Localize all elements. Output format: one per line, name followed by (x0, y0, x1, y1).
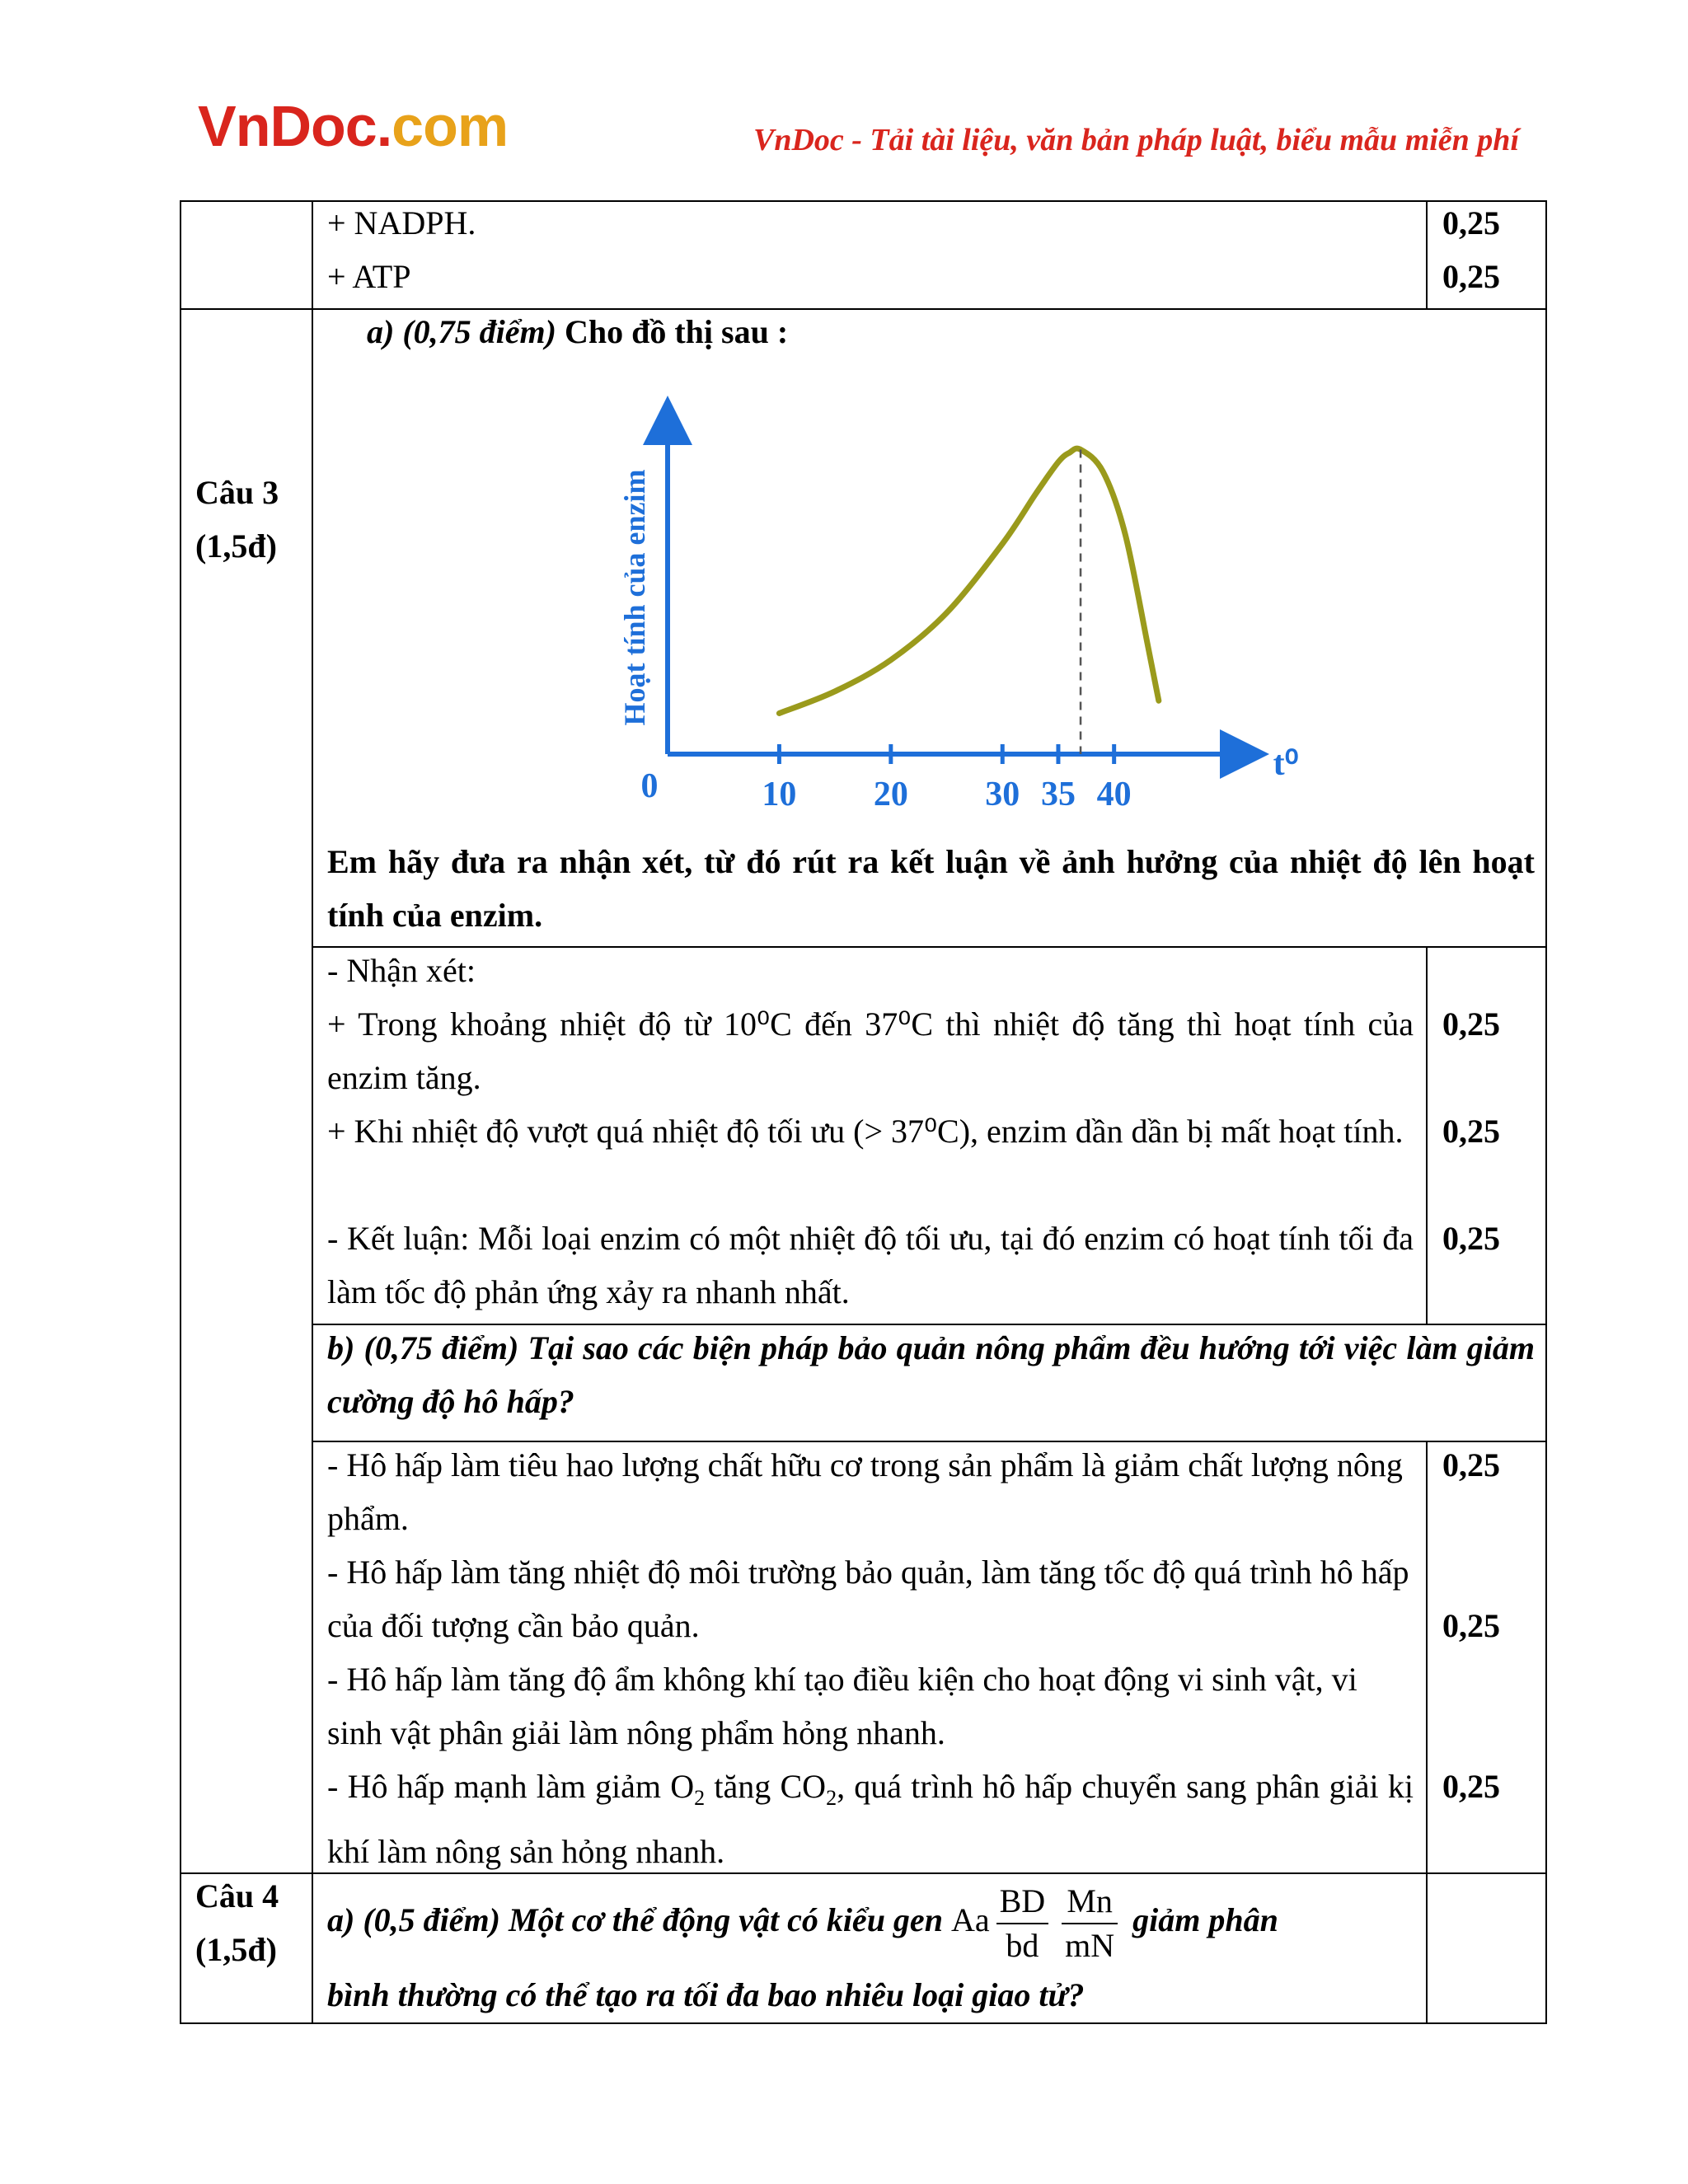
logo-dot: . (376, 94, 392, 158)
frac2-denominator: mN (1065, 1926, 1115, 1964)
cau3-b-score-2: 0,25 (1442, 1607, 1500, 1644)
frac1-denominator: bd (1006, 1926, 1039, 1964)
cau3-score-1: 0,25 (1442, 1005, 1500, 1043)
logo-main: VnDoc (198, 94, 377, 158)
cau4-part-a-line1 (327, 1877, 1278, 1967)
cau3-label: Câu 3 (195, 474, 279, 511)
genotype-fraction-bd (996, 1880, 1049, 1967)
x-tick-label: 40 (1096, 776, 1132, 813)
cau3-part-b-question: b) (0,75 điểm) Tại sao các biện pháp bảo quản nông phẩm đều hướng tới việc làm giảm cường độ hô hấp? (327, 1329, 1535, 1420)
cau3-b-answer-2: - Hô hấp làm tăng nhiệt độ môi trường bảo quản, làm tăng tốc độ quá trình hô hấp của đối tượng cần bảo quản. (327, 1554, 1409, 1644)
cau4-part-a-post: giảm phân (1124, 1901, 1278, 1938)
table-border-left (180, 200, 181, 2024)
line-nadph: + NADPH. (327, 204, 476, 241)
cau3-score-3: 0,25 (1442, 1220, 1500, 1257)
col-divider-2b (1426, 946, 1428, 1324)
y-axis-label: Hoạt tính của enzim (618, 469, 651, 726)
cau3-b-answer-3: - Hô hấp làm tăng độ ẩm không khí tạo điều kiện cho hoạt động vi sinh vật, vi sinh vật phân giải làm nông phẩm hỏng nhanh. (327, 1661, 1357, 1751)
col-divider-2a (1426, 200, 1428, 310)
enzyme-activity-chart (593, 396, 1302, 824)
x-axis-label: t⁰ (1273, 745, 1299, 783)
x-tick-label: 20 (873, 776, 908, 813)
logo-com: com (392, 94, 509, 158)
cau3-points: (1,5đ) (195, 527, 277, 565)
table-border-right (1545, 200, 1547, 2024)
cau3-answer-heading: - Nhận xét: (327, 952, 476, 989)
frac2-numerator: Mn (1062, 1880, 1118, 1924)
cau3-answer-2: + Khi nhiệt độ vượt quá nhiệt độ tối ưu (> 37⁰C), enzim dần dần bị mất hoạt tính. (327, 1113, 1404, 1150)
b-answer-4-sub2: 2 (826, 1786, 837, 1810)
cau3-answer-1: + Trong khoảng nhiệt độ từ 10⁰C đến 37⁰C thì nhiệt độ tăng thì hoạt tính của enzim tăng. (327, 1005, 1414, 1096)
genotype-fraction-mn (1062, 1880, 1118, 1967)
vndoc-logo[interactable] (198, 94, 509, 158)
row-line-bottom (180, 2022, 1547, 2024)
frac1-numerator: BD (996, 1880, 1049, 1924)
b-answer-4-pre: - Hô hấp mạnh làm giảm O (327, 1768, 695, 1805)
origin-label: 0 (640, 767, 659, 805)
score-nadph: 0,25 (1442, 204, 1500, 241)
col-divider-1 (312, 200, 313, 2024)
cau3-b-score-3: 0,25 (1442, 1768, 1500, 1805)
cau3-part-a-text: Cho đồ thị sau : (556, 313, 789, 350)
cau4-label: Câu 4 (195, 1877, 279, 1915)
b-answer-4-post: , quá trình hô hấp chuyển sang phân giải kị khí làm nông sản hỏng nhanh. (327, 1768, 1414, 1870)
cau4-part-a-pre: a) (0,5 điểm) Một cơ thể động vật có kiểu gen (327, 1901, 951, 1938)
cau3-answer-3: - Kết luận: Mỗi loại enzim có một nhiệt độ tối ưu, tại đó enzim có hoạt tính tối đa làm tốc độ phản ứng xảy ra nhanh nhất. (327, 1220, 1414, 1310)
b-answer-4-sub1: 2 (694, 1786, 706, 1810)
b-answer-4-mid: tăng CO (705, 1768, 827, 1805)
x-tick-label: 35 (1040, 776, 1076, 813)
header-tagline: VnDoc - Tải tài liệu, văn bản pháp luật, biểu mẫu miễn phí (753, 123, 1519, 157)
cau3-part-a-head: a) (0,75 điểm) (367, 313, 556, 350)
col-divider-2c (1426, 1441, 1428, 2024)
cau4-genotype-prefix: Aa (950, 1901, 990, 1938)
cau3-b-answer-1: - Hô hấp làm tiêu hao lượng chất hữu cơ trong sản phẩm là giảm chất lượng nông phẩm. (327, 1446, 1403, 1537)
cau3-b-score-1: 0,25 (1442, 1446, 1500, 1483)
row-line-2 (312, 946, 1547, 948)
cau3-question: Em hãy đưa ra nhận xét, từ đó rút ra kết luận về ảnh hưởng của nhiệt độ lên hoạt tính của enzim. (327, 843, 1535, 934)
cau3-b-answer-4 (327, 1760, 1414, 1878)
cau3-score-2: 0,25 (1442, 1113, 1500, 1150)
x-tick-label: 30 (985, 776, 1020, 813)
cau4-part-a-line2: bình thường có thể tạo ra tối đa bao nhiêu loại giao tử? (327, 1976, 1085, 2013)
chart-plot-area (618, 420, 1299, 813)
x-tick-label: 10 (762, 776, 797, 813)
cau3-part-a-heading (367, 305, 788, 359)
enzyme-activity-curve (779, 448, 1158, 713)
line-atp: + ATP (327, 258, 411, 295)
score-atp: 0,25 (1442, 258, 1500, 295)
cau4-points: (1,5đ) (195, 1931, 277, 1968)
